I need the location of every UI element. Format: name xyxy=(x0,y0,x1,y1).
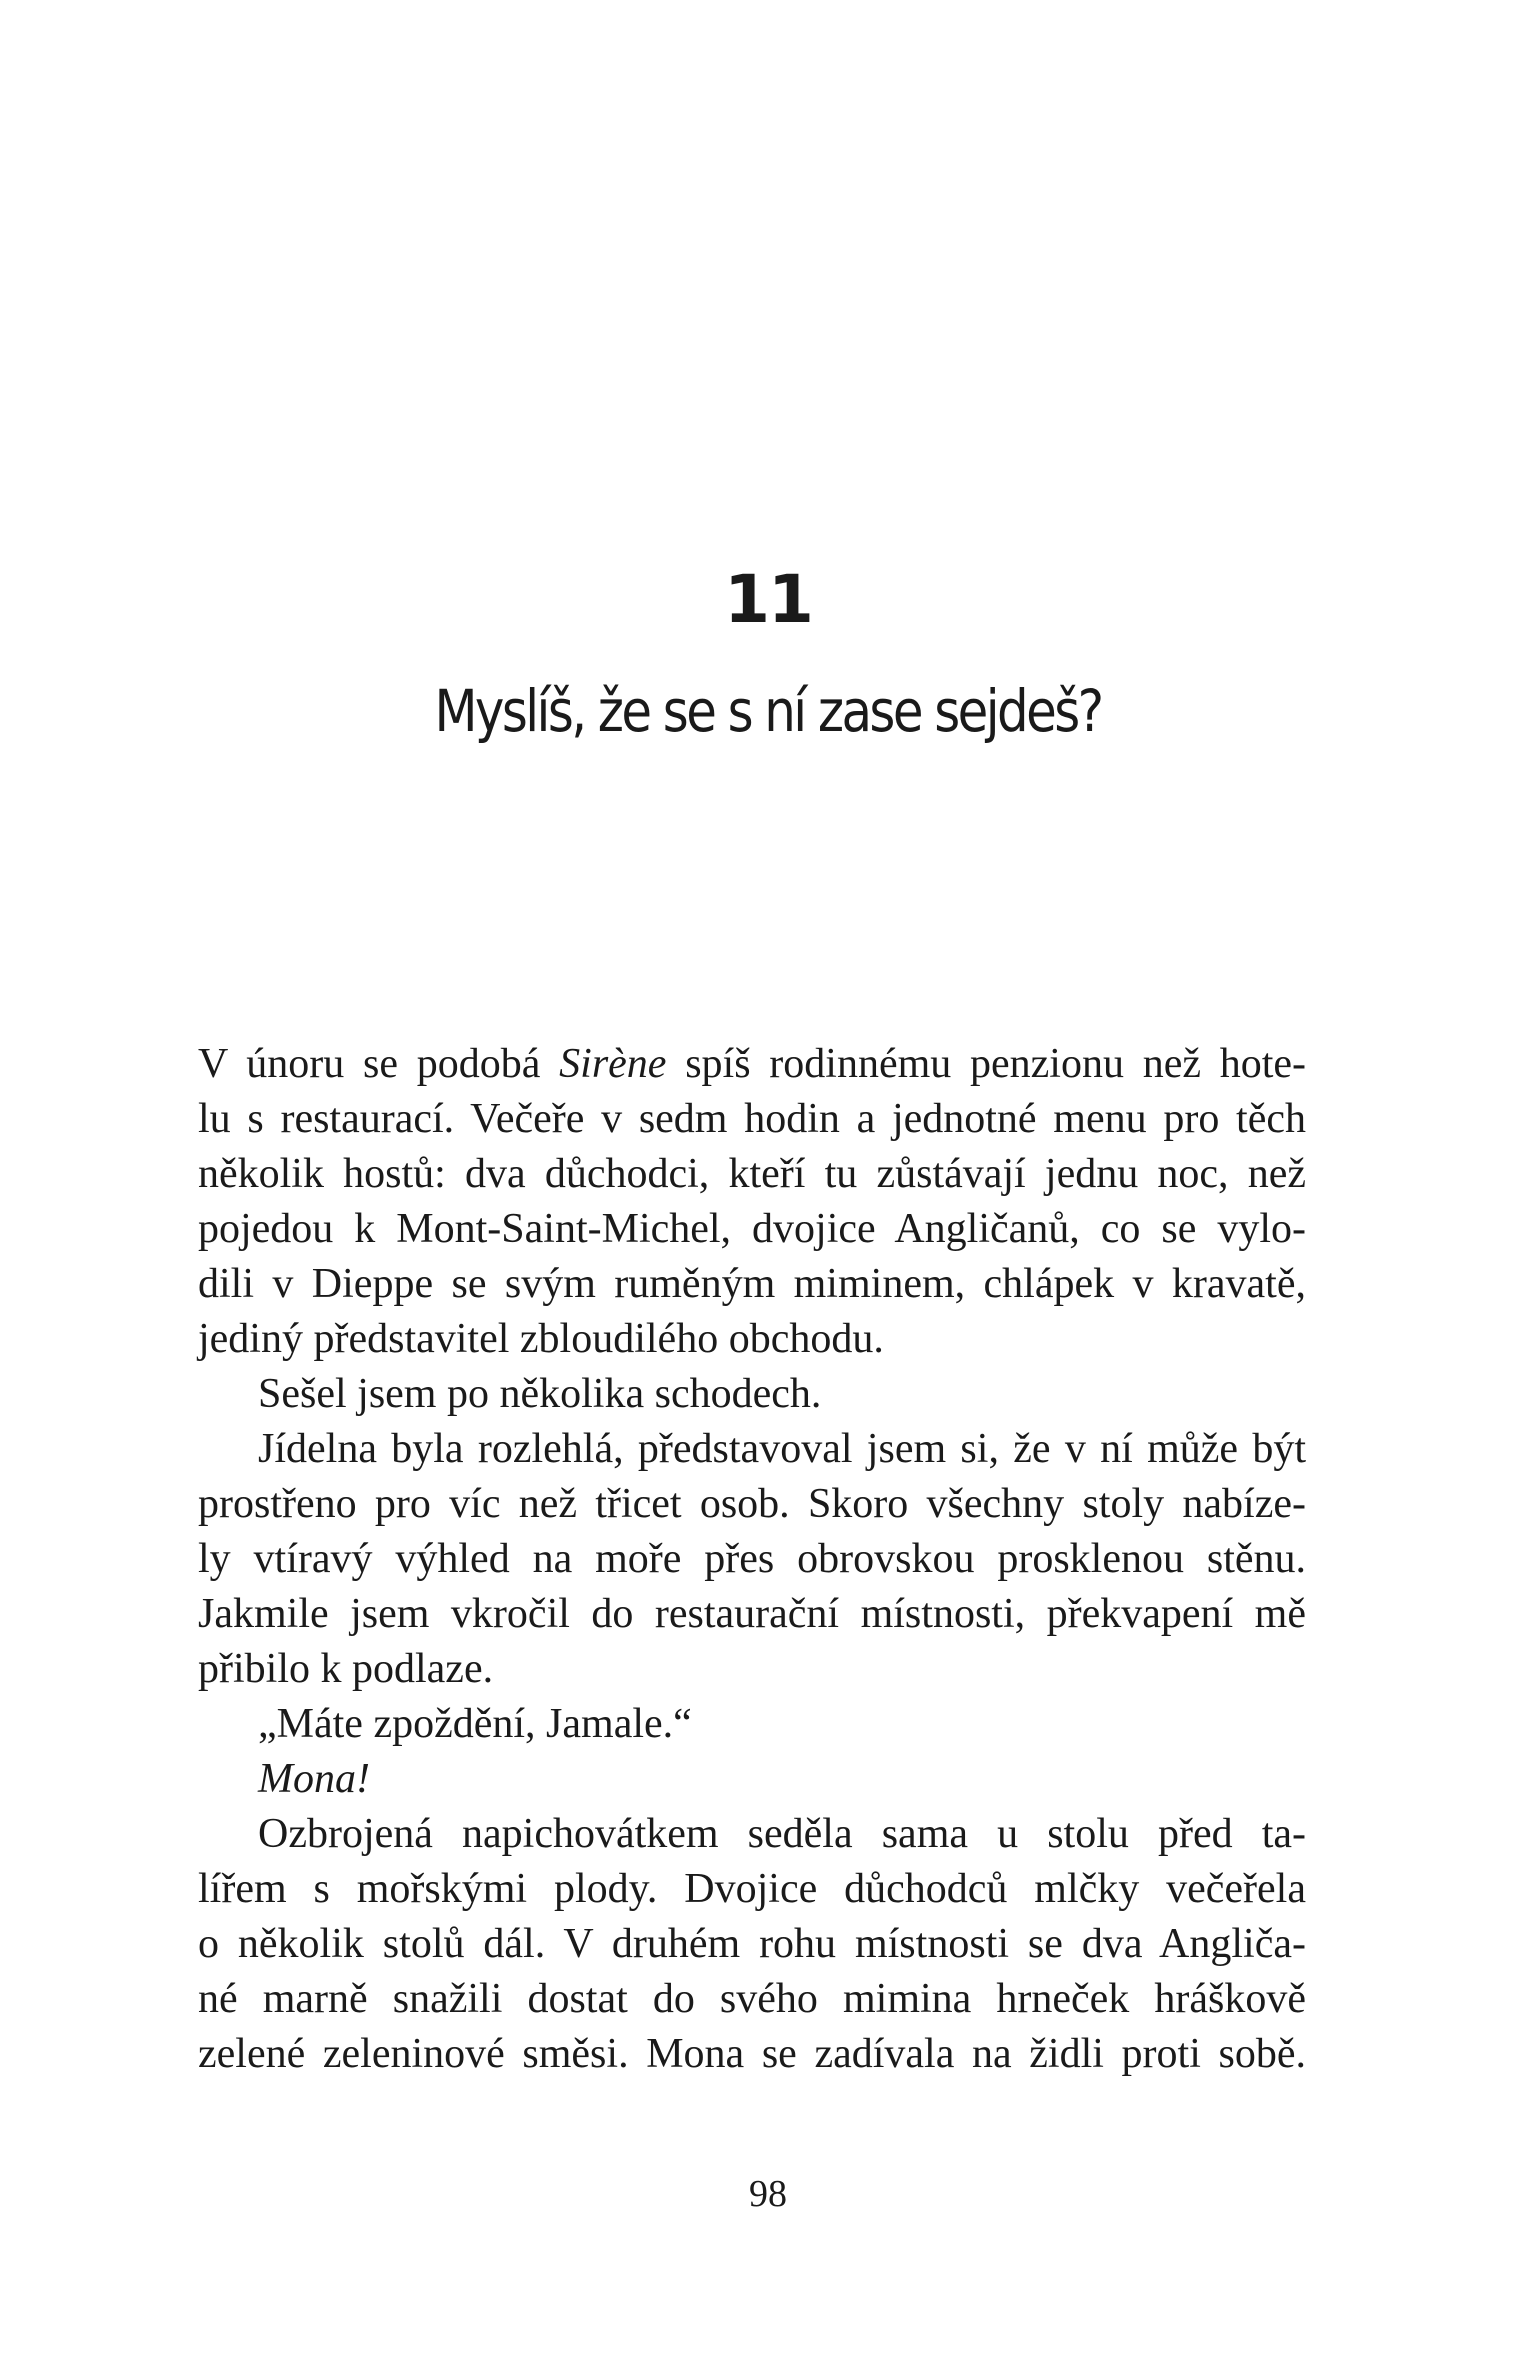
text-line: zelené zeleninové směsi. Mona se zadívala na židli proti sobě. xyxy=(198,2031,1306,2077)
paragraph-2 xyxy=(198,1367,1306,1422)
chapter-number: 11 xyxy=(724,561,812,638)
text-line: Sešel jsem po několika schodech. xyxy=(258,1371,822,1417)
text-span: spíš rodinnému penzionu než hote- xyxy=(666,1041,1307,1087)
text-line: lu s restaurací. Večeře v sedm hodin a jednotné menu pro těch xyxy=(198,1096,1306,1142)
text-line: prostřeno pro víc než třicet osob. Skoro všechny stoly nabíze- xyxy=(198,1481,1306,1527)
text-line xyxy=(198,1752,1306,1807)
text-line: několik hostů: dva důchodci, kteří tu zůstávají jednu noc, než xyxy=(198,1151,1306,1197)
text-line: jediný představitel zbloudilého obchodu. xyxy=(198,1316,884,1362)
exclamation: Mona! xyxy=(258,1756,370,1802)
hotel-name: Sirène xyxy=(559,1041,667,1087)
paragraph-3 xyxy=(198,1422,1306,1697)
dialogue-line: „Máte zpoždění, Jamale.“ xyxy=(258,1701,692,1747)
page-number: 98 xyxy=(749,2173,787,2215)
text-line: pojedou k Mont-Saint-Michel, dvojice Angličanů, co se vylo- xyxy=(198,1206,1306,1252)
text-line: přibilo k podlaze. xyxy=(198,1646,494,1692)
text-span: V únoru se podobá xyxy=(198,1041,560,1087)
chapter-title: Myslíš, že se s ní zase sejdeš? xyxy=(434,677,1102,745)
text-line: o několik stolů dál. V druhém rohu místnosti se dva Angliča- xyxy=(198,1921,1306,1967)
body-text xyxy=(198,1037,1306,2082)
text-line: né marně snažili dostat do svého mimina hrneček hráškově xyxy=(198,1976,1306,2022)
text-line: Ozbrojená napichovátkem seděla sama u stolu před ta- xyxy=(258,1811,1306,1857)
text-line: Jídelna byla rozlehlá, představoval jsem si, že v ní může být xyxy=(258,1426,1306,1472)
paragraph-1 xyxy=(198,1037,1306,1367)
text-line: lířem s mořskými plody. Dvojice důchodců mlčky večeřela xyxy=(198,1866,1306,1912)
text-line: Jakmile jsem vkročil do restaurační místnosti, překvapení mě xyxy=(198,1591,1306,1637)
paragraph-4 xyxy=(198,1697,1306,1752)
text-line: dili v Dieppe se svým ruměným miminem, chlápek v kravatě, xyxy=(198,1261,1306,1307)
text-line xyxy=(198,1037,1306,1092)
paragraph-5 xyxy=(198,1752,1306,1807)
text-line: ly vtíravý výhled na moře přes obrovskou prosklenou stěnu. xyxy=(198,1536,1306,1582)
paragraph-6 xyxy=(198,1807,1306,2082)
